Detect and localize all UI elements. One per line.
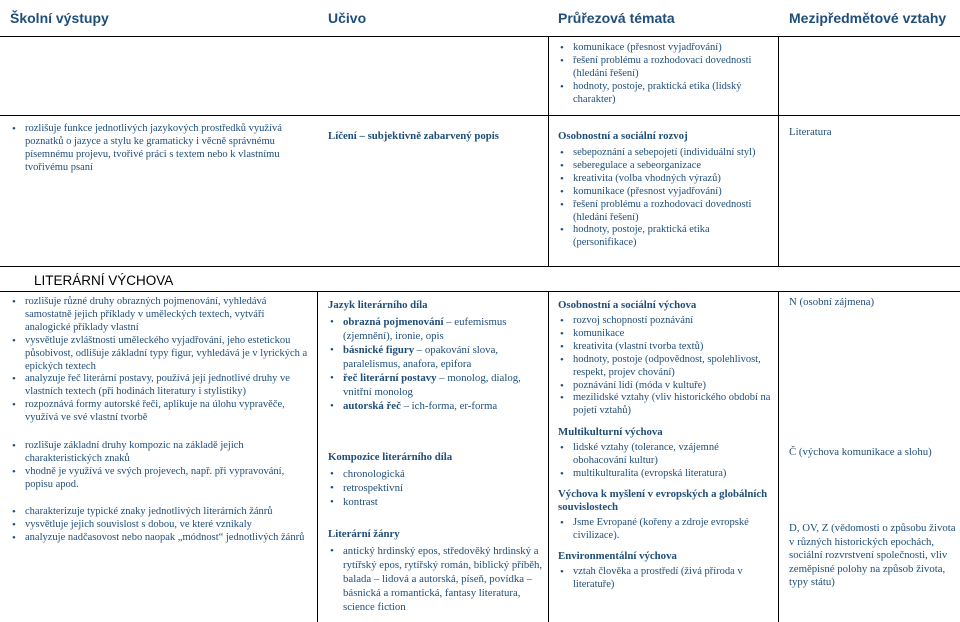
row-rule-2 — [0, 266, 960, 267]
lit-crosscutting-title-1: Osobnostní a sociální výchova — [558, 299, 697, 311]
lit-crosscutting-title-2: Multikulturní výchova — [558, 426, 663, 439]
list-item: • rozlišuje různé druhy obrazných pojmenování, vyhledává samostatně jejich příklady v uměleckých textech, vytváří analogické příklady vlastní — [10, 296, 310, 335]
lit-curriculum-list-2 — [328, 467, 543, 509]
term-desc: – eufemismus (zjemnění), ironie, opis — [343, 316, 507, 342]
row1-interdisciplinary: Literatura — [789, 126, 832, 138]
list-item: • hodnoty, postoje, praktická etika (personifikace) — [558, 224, 773, 250]
term: řeč literární postavy — [343, 372, 437, 384]
lit-outcomes-group3 — [10, 506, 310, 545]
list-item: • rozpoznává formy autorské řeči, aplikuje na úlohu vypravěče, využívá ve své vlastní tvorbě — [10, 399, 310, 425]
list-item: • multikulturalita (evropská literatura) — [558, 468, 774, 481]
lit-curriculum-title-1: Jazyk literárního díla — [328, 299, 428, 311]
top-block-list — [558, 42, 773, 107]
lit-crosscutting-title-4: Environmentální výchova — [558, 549, 677, 562]
lit-curriculum-cell-3 — [328, 528, 543, 614]
term: básnické figury — [343, 344, 415, 356]
lit-outcomes-cell — [10, 296, 310, 544]
list-item: • rozvoj schopností poznávání — [558, 315, 774, 328]
list-item: • lidské vztahy (tolerance, vzájemné obohacování kultur) — [558, 442, 774, 468]
row-rule-1 — [0, 115, 960, 116]
term: autorská řeč — [343, 400, 401, 412]
list-item: • retrospektivní — [328, 481, 543, 495]
list-item: • komunikace (přesnost vyjadřování) — [558, 42, 773, 55]
lit-curriculum-cell-1 — [328, 299, 543, 413]
list-item: • komunikace — [558, 328, 774, 341]
list-item: • Jsme Evropané (kořeny a zdroje evropské civilizace). — [558, 517, 774, 543]
row1-curriculum-title: Líčení – subjektivně zabarvený popis — [328, 130, 499, 142]
section-title: LITERÁRNÍ VÝCHOVA — [34, 273, 174, 288]
list-item: • antický hrdinský epos, středověký hrdinský a rytířský epos, rytířský román, biblický příběh, balada – lidová a autorská, píseň, povídka – básnická a romantická, fantasy literatura, science fiction — [328, 544, 543, 614]
list-item: • analyzuje řeč literární postavy, používá její jednotlivé druhy ve vlastních textech (při hodinách literatury i stylistiky) — [10, 373, 310, 399]
lit-outcomes-group1 — [10, 296, 310, 425]
row-rule-3 — [0, 291, 960, 292]
lit-crosscutting-list-4 — [558, 566, 774, 592]
lit-curriculum-list-3 — [328, 544, 543, 614]
list-item: • vysvětluje zvláštnosti uměleckého vyjadřování, jeho estetickou působivost, odlišuje základní typy figur, vyhledává je v lyrických a epických textech — [10, 335, 310, 374]
list-item: • řešení problému a rozhodovací dovednosti (hledání řešení) — [558, 55, 773, 81]
list-item: • sebepoznání a sebepojetí (individuální styl) — [558, 147, 773, 160]
term-desc: – opakování slova, paralelismus, anafora, epifora — [343, 344, 499, 370]
list-item: • řešení problému a rozhodovací dovednosti (hledání řešení) — [558, 199, 773, 225]
lit-crosscutting-list-1 — [558, 315, 774, 418]
header-outcomes: Školní výstupy — [10, 10, 109, 26]
list-item: • vhodně je využívá ve svých projevech, např. při vypravování, popisu apod. — [10, 466, 310, 492]
lit-curriculum-cell-2 — [328, 451, 543, 509]
header-curriculum: Učivo — [328, 10, 367, 26]
list-item: • poznávání lidí (móda v kultuře) — [558, 380, 774, 393]
list-item — [328, 371, 543, 399]
lit-interdisciplinary-3: D, OV, Z (vědomosti o způsobu života v různých historických epochách, sociální rozvrstvení společnosti, vliv zeměpisné polohy na způsob života, typy státu) — [789, 522, 956, 588]
list-item: • kontrast — [328, 495, 543, 509]
lit-curriculum-title-2: Kompozice literárního díla — [328, 451, 453, 463]
header-crosscutting: Průřezová témata — [558, 10, 675, 26]
list-item: • vztah člověka a prostředí (živá příroda v literatuře) — [558, 566, 774, 592]
term-desc: – monolog, dialog, vnitřní monolog — [343, 372, 521, 398]
lit-crosscutting-title-3: Výchova k myšlení v evropských a globálních souvislostech — [558, 487, 768, 513]
list-item: • seberegulace a sebeorganizace — [558, 160, 773, 173]
lit-interdisciplinary-2: Č (výchova komunikace a slohu) — [789, 446, 932, 458]
list-item: • analyzuje nadčasovost nebo naopak „módnost“ jednotlivých žánrů — [10, 532, 310, 545]
list-item: • rozlišuje funkce jednotlivých jazykových prostředků využívá poznatků o jazyce a stylu ke gramaticky i věcně správnému písemnému projevu, tvořivé práci s textem nebo k vlastnímu tvořivému psaní — [10, 123, 305, 175]
list-item: • hodnoty, postoje, praktická etika (lidský charakter) — [558, 81, 773, 107]
column-rule-1 — [317, 291, 318, 622]
header-bottom-rule — [0, 36, 960, 37]
list-item — [328, 399, 543, 413]
column-rule-3 — [778, 36, 779, 266]
lit-curriculum-title-3: Literární žánry — [328, 528, 400, 540]
header-interdisciplinary: Mezipředmětové vztahy — [789, 10, 947, 26]
list-item: • charakterizuje typické znaky jednotlivých literárních žánrů — [10, 506, 310, 519]
row1-crosscutting-title: Osobnostní a sociální rozvoj — [558, 130, 688, 142]
list-item: • rozlišuje základní druhy kompozic na základě jejich charakteristických znaků — [10, 440, 310, 466]
list-item: • chronologická — [328, 467, 543, 481]
row1-outcomes-list — [10, 123, 305, 175]
row1-crosscutting-cell — [558, 130, 773, 250]
list-item: • kreativita (vlastní tvorba textů) — [558, 341, 774, 354]
list-item — [328, 315, 543, 343]
term-desc: – ich-forma, er-forma — [400, 400, 498, 412]
lit-crosscutting-cell — [558, 299, 774, 592]
list-item: • kreativita (volba vhodných výrazů) — [558, 173, 773, 186]
row1-crosscutting-list — [558, 147, 773, 250]
lit-crosscutting-list-2 — [558, 442, 774, 481]
list-item: • vysvětluje jejich souvislost s dobou, ve které vznikaly — [10, 519, 310, 532]
lit-crosscutting-list-3 — [558, 517, 774, 543]
term: obrazná pojmenování — [343, 316, 444, 328]
top-block-cell — [558, 42, 773, 107]
lit-interdisciplinary-1: N (osobní zájmena) — [789, 296, 875, 308]
column-rule-2b — [548, 291, 549, 622]
lit-outcomes-group2 — [10, 440, 310, 492]
column-rule-2 — [548, 36, 549, 266]
lit-curriculum-list-1 — [328, 315, 543, 413]
column-rule-3b — [778, 291, 779, 622]
list-item: • mezilidské vztahy (vliv historického období na pojetí vztahů) — [558, 392, 774, 418]
list-item: • hodnoty, postoje (odpovědnost, spolehlivost, respekt, projev chování) — [558, 354, 774, 380]
list-item — [328, 343, 543, 371]
row1-outcomes-cell — [10, 123, 305, 175]
list-item: • komunikace (přesnost vyjadřování) — [558, 186, 773, 199]
